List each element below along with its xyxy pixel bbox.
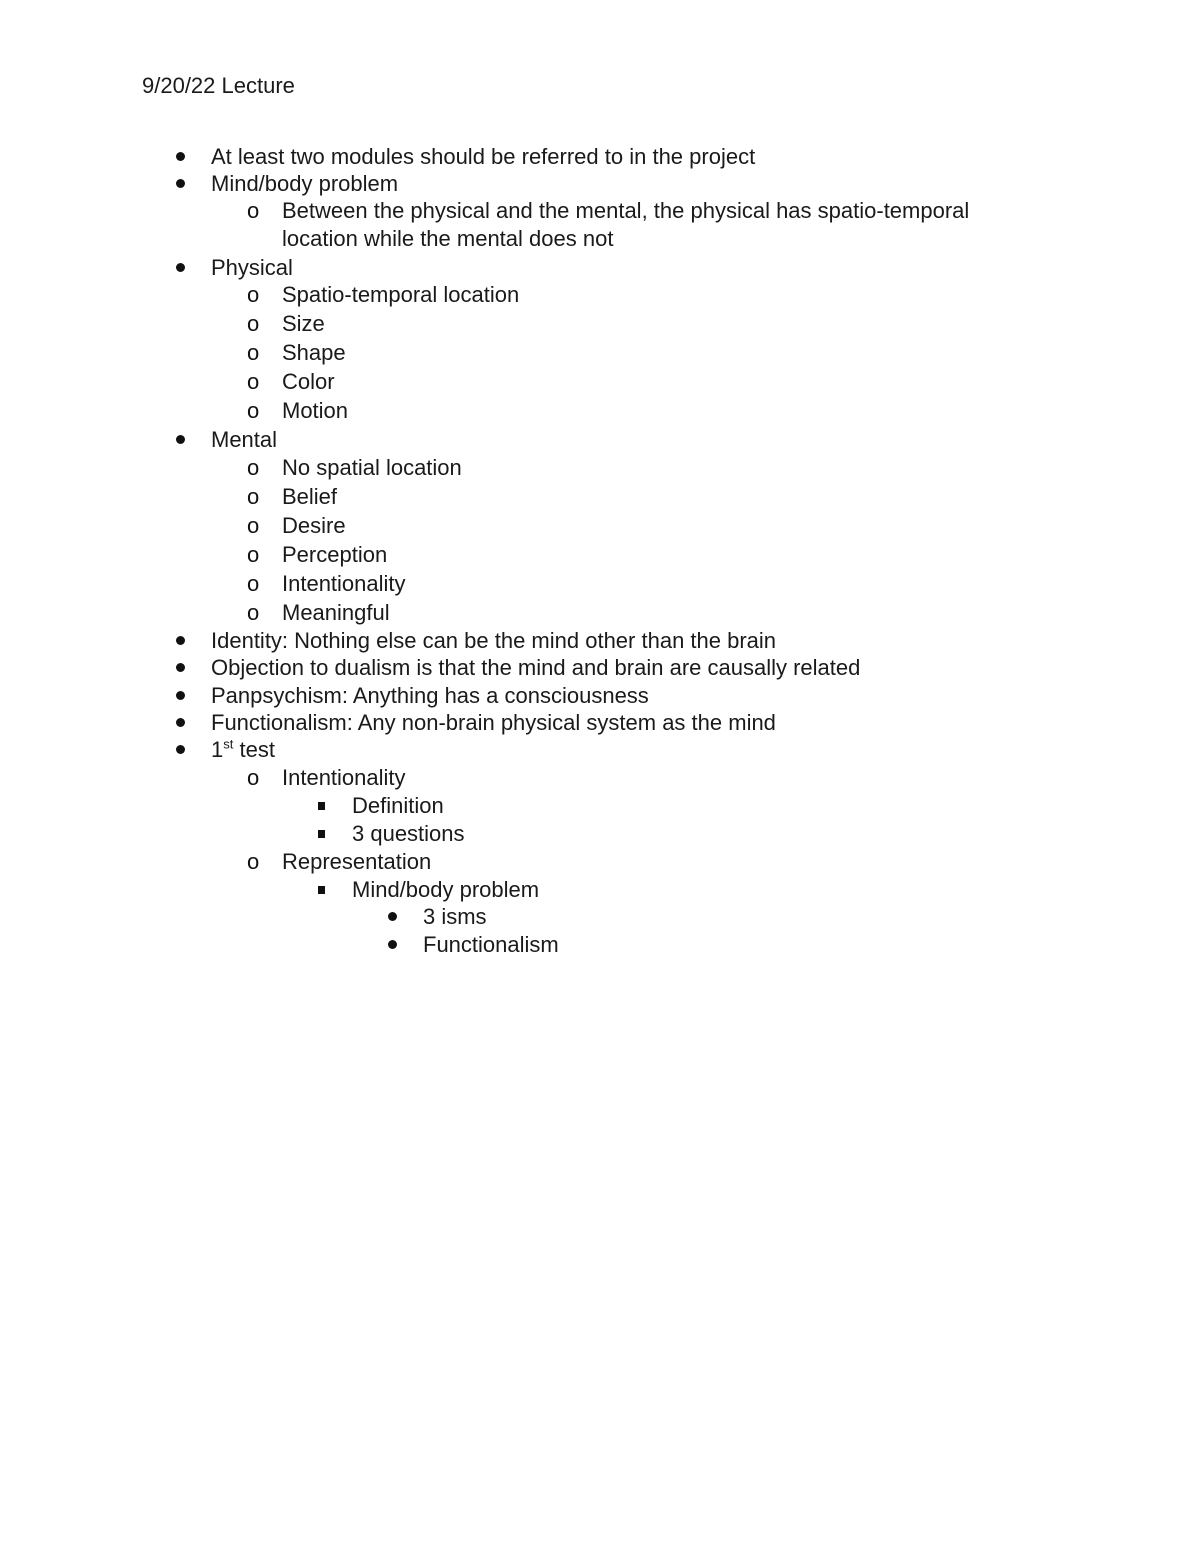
bullet-square-icon xyxy=(318,830,325,838)
list-item-level-2 xyxy=(247,454,462,482)
list-item-text: Definition xyxy=(352,793,444,818)
bullet-disc-icon xyxy=(388,940,397,949)
list-item-level-2 xyxy=(247,570,406,598)
bullet-disc-icon xyxy=(176,435,185,444)
list-item-text: No spatial location xyxy=(282,455,462,480)
bullet-circle-icon: o xyxy=(247,849,260,874)
list-item-text: Objection to dualism is that the mind and brain are causally related xyxy=(211,655,861,680)
list-item-level-1 xyxy=(211,143,755,171)
bullet-disc-icon xyxy=(176,263,185,272)
bullet-disc-icon xyxy=(176,691,185,700)
page-title: 9/20/22 Lecture xyxy=(142,73,295,98)
bullet-circle-icon: o xyxy=(247,513,260,538)
bullet-disc-icon xyxy=(176,636,185,645)
bullet-square-icon xyxy=(318,886,325,894)
list-item-text: Functionalism: Any non-brain physical system as the mind xyxy=(211,710,776,735)
list-item-level-2 xyxy=(247,848,432,876)
list-item-text: Intentionality xyxy=(282,765,406,790)
list-item-level-3 xyxy=(352,876,539,904)
list-item-text: Spatio-temporal location xyxy=(282,282,520,307)
list-item-text: Mental xyxy=(211,427,278,452)
list-item-text: Panpsychism: Anything has a consciousness xyxy=(211,683,649,708)
list-item-level-2 xyxy=(247,764,406,792)
bullet-circle-icon: o xyxy=(247,282,260,307)
list-item-text: Perception xyxy=(282,542,388,567)
list-item-text: Representation xyxy=(282,849,432,874)
bullet-circle-icon: o xyxy=(247,311,260,336)
list-item-text: Physical xyxy=(211,255,293,280)
bullet-disc-icon xyxy=(176,179,185,188)
bullet-circle-icon: o xyxy=(247,600,260,625)
bullet-circle-icon: o xyxy=(247,571,260,596)
bullet-square-icon xyxy=(318,802,325,810)
list-item-level-3 xyxy=(352,792,444,820)
list-item-text: Functionalism xyxy=(423,932,559,957)
list-item-level-1 xyxy=(211,426,277,454)
list-item-level-2 xyxy=(247,197,1042,253)
bullet-disc-icon xyxy=(176,745,185,754)
bullet-circle-icon: o xyxy=(247,369,260,394)
list-item-level-4 xyxy=(423,931,559,959)
list-item-text: At least two modules should be referred to in the project xyxy=(211,144,756,169)
list-item-level-2 xyxy=(247,541,388,569)
list-item-text: Between the physical and the mental, the physical has spatio-temporal location while the mental does not xyxy=(282,198,970,251)
bullet-disc-icon xyxy=(176,718,185,727)
list-item-text: Identity: Nothing else can be the mind other than the brain xyxy=(211,628,777,653)
list-item-level-1 xyxy=(211,254,293,282)
bullet-circle-icon: o xyxy=(247,542,260,567)
bullet-circle-icon: o xyxy=(247,484,260,509)
list-item-level-2 xyxy=(247,368,335,396)
list-item-text: Mind/body problem xyxy=(352,877,540,902)
list-item-text: Meaningful xyxy=(282,600,390,625)
list-item-text: 1 xyxy=(211,737,224,762)
list-item-text: Motion xyxy=(282,398,349,423)
list-item-level-2 xyxy=(247,512,346,540)
list-item-level-1 xyxy=(211,654,860,682)
bullet-circle-icon: o xyxy=(247,455,260,480)
list-item-text: Intentionality xyxy=(282,571,406,596)
list-item-level-1 xyxy=(211,170,398,198)
list-item-level-2 xyxy=(247,599,390,627)
list-item-level-1 xyxy=(211,627,776,655)
list-item-level-2 xyxy=(247,281,520,309)
bullet-disc-icon xyxy=(176,152,185,161)
list-item-level-2 xyxy=(247,483,338,511)
list-item-level-1 xyxy=(211,682,649,710)
list-item-text: Shape xyxy=(282,340,346,365)
list-item-text: 3 questions xyxy=(352,821,465,846)
bullet-disc-icon xyxy=(388,912,397,921)
bullet-circle-icon: o xyxy=(247,340,260,365)
list-item-level-1 xyxy=(211,709,776,737)
bullet-circle-icon: o xyxy=(247,765,260,790)
list-item-level-2 xyxy=(247,397,349,425)
list-item-level-3 xyxy=(352,820,465,848)
list-item-text: Belief xyxy=(282,484,338,509)
list-item-text: Mind/body problem xyxy=(211,171,399,196)
list-item-text: 3 isms xyxy=(423,904,487,929)
list-item-text: Color xyxy=(282,369,335,394)
list-item-text: Size xyxy=(282,311,325,336)
list-item-level-1 xyxy=(211,736,275,764)
list-item-level-2 xyxy=(247,310,325,338)
list-item-text: Desire xyxy=(282,513,346,538)
bullet-circle-icon: o xyxy=(247,198,260,223)
bullet-circle-icon: o xyxy=(247,398,260,423)
list-item-level-2 xyxy=(247,339,346,367)
list-item-level-4 xyxy=(423,903,487,931)
ordinal-superscript: st xyxy=(223,736,234,752)
list-item-text-suffix: test xyxy=(233,737,275,762)
bullet-disc-icon xyxy=(176,663,185,672)
